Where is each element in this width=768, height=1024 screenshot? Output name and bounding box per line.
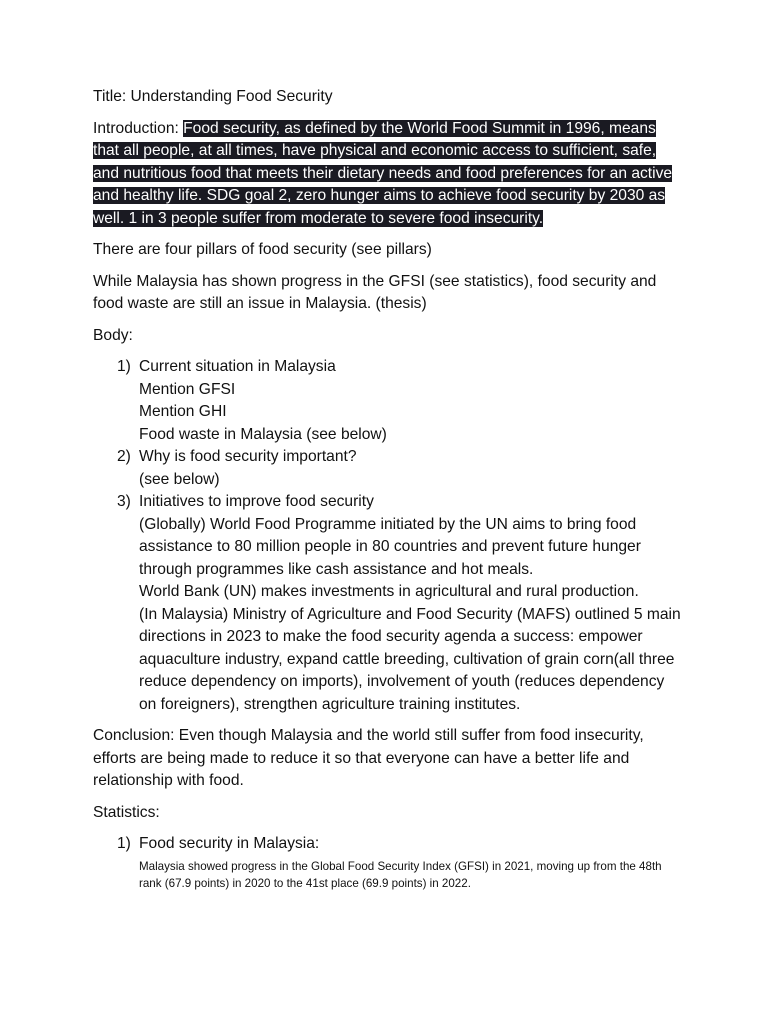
statistics-item-detail: Malaysia showed progress in the Global Food Security Index (GFSI) in 2021, moving up from the 48th rank (67.9 points) in 2020 to the 41st place (69.9 points) in 2022. xyxy=(139,859,662,890)
list-item xyxy=(93,356,683,446)
introduction-label: Introduction: xyxy=(93,119,184,137)
list-line: (see below) xyxy=(139,470,220,488)
document-page xyxy=(93,86,683,901)
list-item xyxy=(93,491,683,716)
statistics-item-heading: Food security in Malaysia: xyxy=(139,835,320,852)
list-line: Why is food security important? xyxy=(139,448,357,465)
list-line: Mention GHI xyxy=(139,403,227,420)
list-line: (Globally) World Food Programme initiated by the UN aims to bring food assistance to 80 million people in 80 countries and prevent future hunger through programmes like cash assistance and hot meals. xyxy=(139,515,641,578)
list-line: Food waste in Malaysia (see below) xyxy=(139,425,387,443)
document-title: Title: Understanding Food Security xyxy=(93,88,333,105)
list-line: Mention GFSI xyxy=(139,380,236,398)
list-line: Current situation in Malaysia xyxy=(139,358,336,375)
list-number: 2) xyxy=(117,448,131,465)
list-item xyxy=(93,446,683,491)
statistics-list xyxy=(93,833,683,892)
selected-text-highlight[interactable]: Food security, as defined by the World Food Summit in 1996, means that all people, at all times, have physical and economic access to sufficient, safe, and nutritious food that meets their dietary needs and food preferences for an active and healthy life. SDG goal 2, zero hunger aims to achieve food security by 2030 as well. 1 in 3 people suffer from moderate to severe food insecurity. xyxy=(93,119,673,227)
list-line: (In Malaysia) Ministry of Agriculture and Food Security (MAFS) outlined 5 main directions in 2023 to make the food security agenda a success: empower aquaculture industry, expand cattle breeding, cultivation of grain corn(all three reduce dependency on imports), involvement of youth (reduces dependency on foreigners), strengthen agriculture training institutes. xyxy=(139,605,681,713)
list-line: World Bank (UN) makes investments in agricultural and rural production. xyxy=(139,583,639,600)
list-number: 1) xyxy=(117,358,131,375)
thesis-paragraph: While Malaysia has shown progress in the GFSI (see statistics), food security and food waste are still an issue in Malaysia. (thesis) xyxy=(93,272,657,312)
introduction-paragraph xyxy=(93,118,683,231)
pillars-paragraph: There are four pillars of food security (see pillars) xyxy=(93,241,432,258)
conclusion-paragraph: Conclusion: Even though Malaysia and the world still suffer from food insecurity, efforts are being made to reduce it so that everyone can have a better life and relationship with food. xyxy=(93,727,644,789)
body-outline-list xyxy=(93,356,683,716)
list-item xyxy=(93,833,683,892)
statistics-heading: Statistics: xyxy=(93,803,160,821)
body-heading: Body: xyxy=(93,326,133,344)
list-number: 3) xyxy=(117,493,131,510)
list-line: Initiatives to improve food security xyxy=(139,493,374,510)
list-number: 1) xyxy=(117,835,131,852)
